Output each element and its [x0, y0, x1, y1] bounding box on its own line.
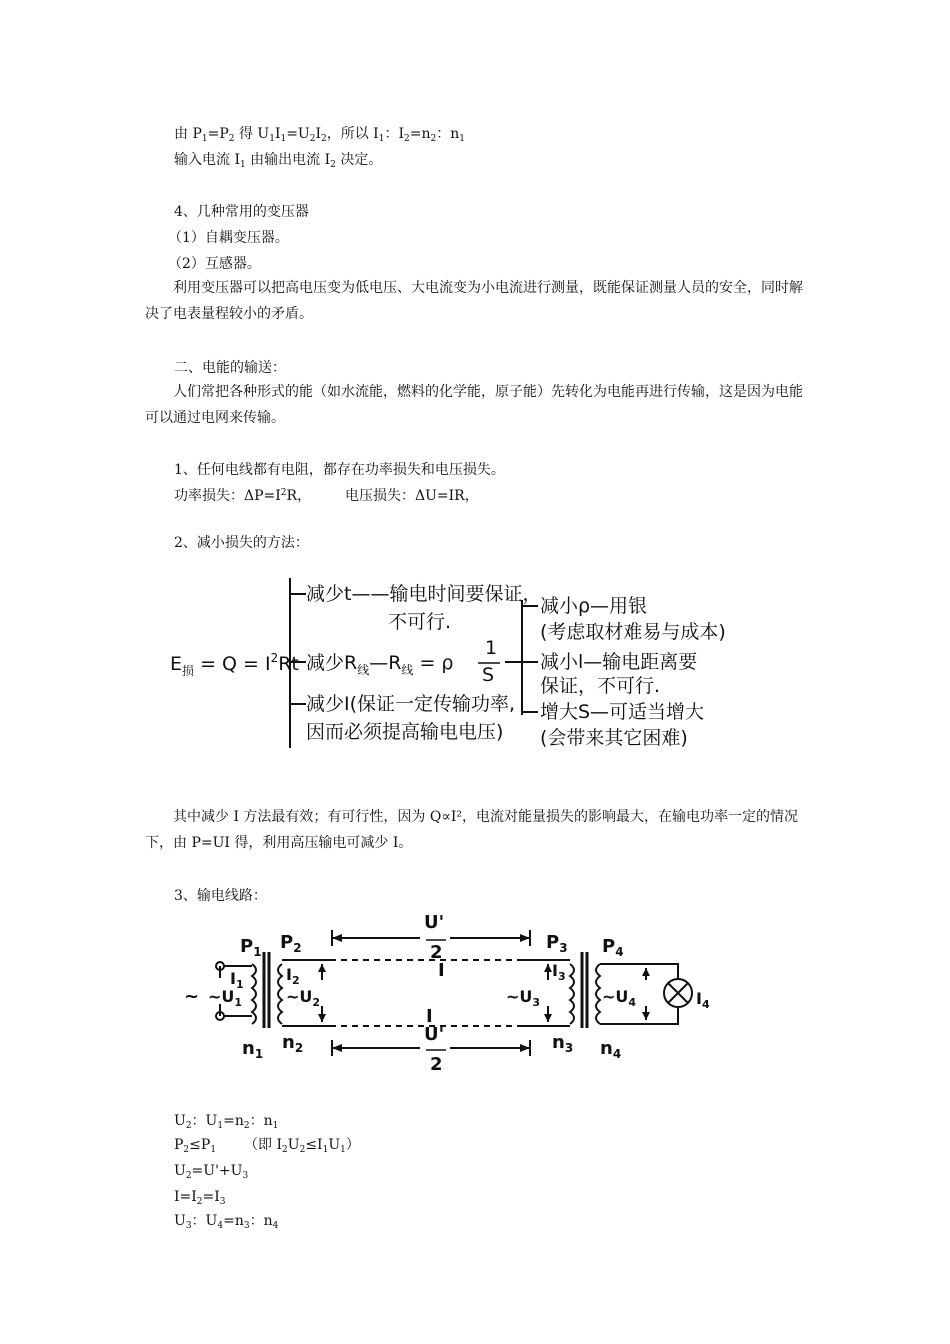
input-current-statement: 输入电流 $I_1$ 由输出电流 $I_2$ 决定。 [174, 152, 383, 170]
label-u-prime-bottom-den: 2 [430, 1054, 443, 1075]
label-u-prime-bottom: U' [424, 1024, 445, 1045]
coil-n4 [596, 964, 600, 1024]
voltage-loss-formula: 电压损失：ΔU=IR， [345, 488, 479, 504]
arrow-head [642, 968, 650, 1020]
section-heading: 4、几种常用的变压器 [174, 204, 309, 220]
label-p1: $P_1$ [240, 936, 262, 959]
transmission-line [330, 960, 520, 1026]
label-i4: $I_4$ [696, 989, 710, 1011]
section-heading: 3、输电线路： [174, 888, 267, 904]
label-n4: $n_4$ [600, 1038, 622, 1061]
paragraph: 人们常把各种形式的能（如水流能，燃料的化学能，原子能）先转化为电能再进行传输，这是因为电能可以通过电网来传输。 [145, 384, 803, 426]
label-n2: $n_2$ [282, 1032, 304, 1055]
reduce-rho-note: (考虑取材难易与成本) [540, 621, 726, 643]
label-p3: $P_3$ [546, 932, 568, 955]
label-current-top: I [438, 960, 445, 981]
label-u1: $\sim U_1$ [208, 987, 243, 1009]
label-i3: $I_3$ [552, 961, 566, 983]
paragraph: 其中减少 I 方法最有效；有可行性，因为 Q∝I²，电流对能量损失的影响最大，在输电功率一定的情况下，由 P=UI 得，利用高压输电可减少 I。 [145, 809, 798, 851]
relation-line: $U_3$：$U_4=n_3$：$n_4$ [174, 1213, 279, 1231]
label-current-bottom: I [426, 1006, 433, 1027]
energy-loss-equation: $E_损 = Q = I^2Rt$ [170, 651, 299, 678]
coil-n3 [570, 964, 574, 1024]
label-u2: $\sim U_2$ [286, 987, 321, 1009]
branch-reduce-i: 减少I(保证一定传输功率, [306, 693, 516, 715]
fraction-numerator: 1 [485, 637, 498, 659]
coil-n2 [278, 964, 282, 1024]
increase-s: 增大S—可适当增大 [540, 701, 705, 723]
label-u-prime-top: U' [424, 912, 445, 933]
increase-s-note: (会带来其它困难) [540, 727, 688, 749]
reduce-length: 减小l—输电距离要 [540, 651, 698, 673]
branch-reduce-i-note: 因而必须提高输电电压) [306, 721, 504, 743]
section-heading: 1、任何电线都有电阻，都存在功率损失和电压损失。 [174, 462, 505, 478]
list-item: （1）自耦变压器。 [168, 230, 289, 246]
label-i2: $I_2$ [286, 965, 300, 987]
loss-reduction-diagram [160, 570, 760, 755]
label-p4: $P_4$ [602, 936, 624, 959]
label-n3: $n_3$ [552, 1032, 574, 1055]
transmission-circuit-diagram [180, 908, 720, 1078]
reduce-length-note: 保证，不可行. [540, 675, 661, 697]
branch-reduce-t-note: 不可行. [388, 611, 452, 633]
source-symbol: ~ [184, 986, 200, 1007]
paragraph: 利用变压器可以把高电压变为低电压、大电流变为小电流进行测量，既能保证测量人员的安全，同时解决了电表量程较小的矛盾。 [145, 280, 803, 322]
reduce-rho: 减小ρ—用银 [540, 595, 648, 617]
section-heading: 二、电能的输送： [174, 360, 286, 376]
label-u3: $\sim U_3$ [506, 987, 541, 1009]
derivation-line: 由 $P_1=P_2$ 得 $U_1I_1=U_2I_2$，所以 $I_1$：$I_2=n_2$：$n_1$ [174, 126, 465, 144]
list-item: （2）互感器。 [168, 256, 261, 272]
branch-reduce-r: 减少$R_线—R_线 = \rho$ [306, 652, 454, 677]
section-heading: 2、减小损失的方法： [174, 535, 309, 551]
label-u4: $\sim U_4$ [602, 987, 637, 1009]
relation-line: $I=I_2=I_3$ [174, 1189, 226, 1207]
lamp-cross [668, 983, 688, 1003]
fraction-denominator: S [482, 664, 495, 686]
power-loss-formula: 功率损失：$\Delta P=I^2R$， [174, 488, 312, 504]
relation-line: $U_2=U'+U_3$ [174, 1163, 249, 1181]
relation-line: $U_2$：$U_1=n_2$：$n_1$ [174, 1113, 279, 1131]
label-u-prime-top-den: 2 [430, 942, 443, 963]
relation-line: $P_2\le P_1$ （即 $I_2U_2\le I_1U_1$） [174, 1137, 360, 1155]
coil-n1 [252, 964, 256, 1024]
label-i1: $I_1$ [230, 969, 244, 991]
label-n1: $n_1$ [242, 1038, 264, 1061]
branch-reduce-t: 减少t——输电时间要保证， [306, 583, 542, 605]
label-p2: $P_2$ [280, 932, 302, 955]
